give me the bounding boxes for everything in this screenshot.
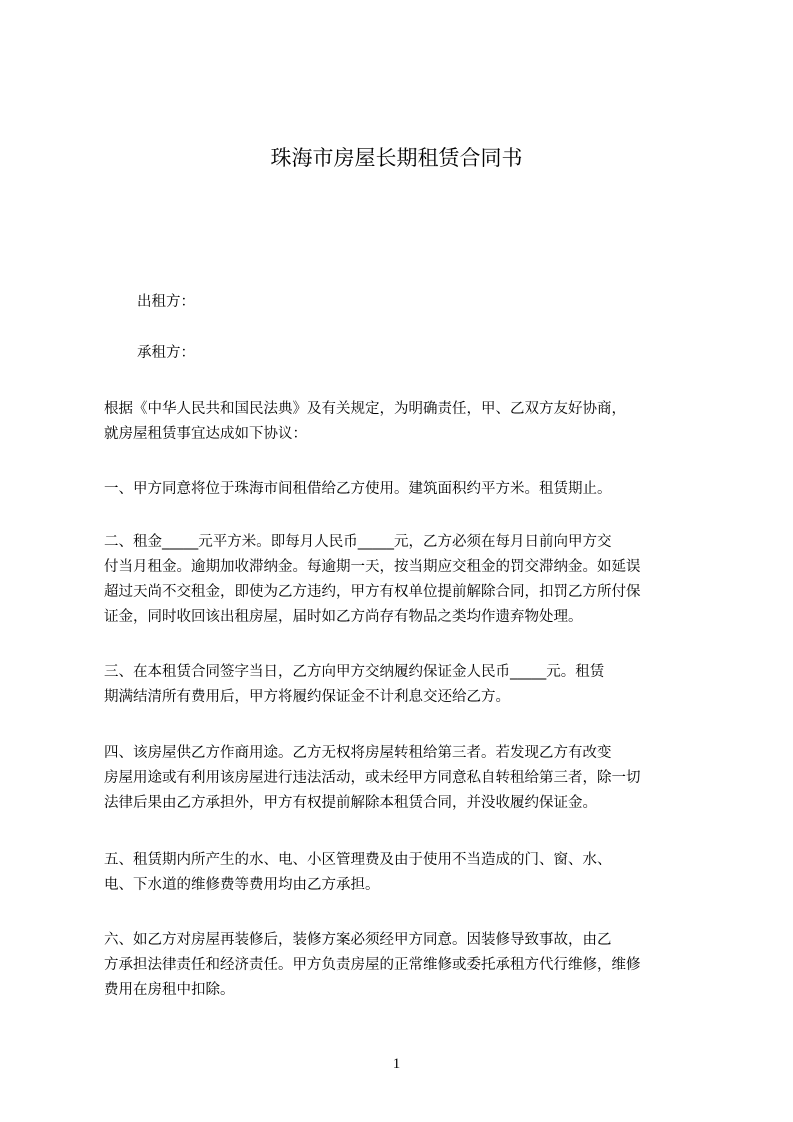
- clause-line: 法律后果由乙方承担外，甲方有权提前解除本租赁合同，并没收履约保证金。: [104, 795, 597, 811]
- clause-line: 五、租赁期内所产生的水、电、小区管理费及由于使用不当造成的门、窗、水、: [104, 852, 612, 868]
- clause-4: [104, 741, 700, 816]
- clause-line: 三、在本租赁合同签字当日，乙方向甲方交纳履约保证金人民币_____元。租赁: [104, 664, 605, 680]
- clause-line: 四、该房屋供乙方作商用途。乙方无权将房屋转租给第三者。若发现乙方有改变: [104, 745, 612, 761]
- clause-1: [104, 477, 700, 502]
- clause-line: 期满结清所有费用后，甲方将履约保证金不计利息交还给乙方。: [104, 689, 510, 705]
- document-title: 珠海市房屋长期租赁合同书: [270, 146, 523, 170]
- lessee-label: 承租方：: [137, 345, 195, 361]
- clause-line: 付当月租金。逾期加收滞纳金。每逾期一天，按当期应交租金的罚交滞纳金。如延误: [104, 559, 641, 575]
- clause-line: 二、租金_____元平方米。即每月人民币_____元，乙方必须在每月日前向甲方交: [104, 534, 612, 550]
- clause-line: 费用在房租中扣除。: [104, 982, 235, 998]
- intro-paragraph: [104, 397, 700, 447]
- clause-line: 方承担法律责任和经济责任。甲方负责房屋的正常维修或委托承租方代行维修，维修: [104, 957, 641, 973]
- clause-line: 证金，同时收回该出租房屋，届时如乙方尚存有物品之类均作遗弃物处理。: [104, 609, 583, 625]
- clause-3: [104, 660, 700, 710]
- clause-2: [104, 530, 700, 630]
- clause-line: 房屋用途或有利用该房屋进行违法活动，或未经甲方同意私自转租给第三者，除一切: [104, 770, 641, 786]
- clause-6: [104, 928, 700, 1003]
- clause-line: 一、甲方同意将位于珠海市间租借给乙方使用。建筑面积约平方米。租赁期止。: [104, 481, 612, 497]
- page-number: 1: [392, 1056, 401, 1072]
- clause-line: 电、下水道的维修费等费用均由乙方承担。: [104, 877, 380, 893]
- lessor-label: 出租方：: [137, 294, 195, 310]
- clause-5: [104, 848, 700, 898]
- intro-line: 就房屋租赁事宜达成如下协议：: [104, 426, 307, 442]
- clause-line: 六、如乙方对房屋再装修后，装修方案必须经甲方同意。因装修导致事故，由乙: [104, 932, 612, 948]
- clause-line: 超过天尚不交租金，即使为乙方违约，甲方有权单位提前解除合同，扣罚乙方所付保: [104, 584, 641, 600]
- intro-line: 根据《中华人民共和国民法典》及有关规定，为明确责任，甲、乙双方友好协商，: [104, 401, 626, 417]
